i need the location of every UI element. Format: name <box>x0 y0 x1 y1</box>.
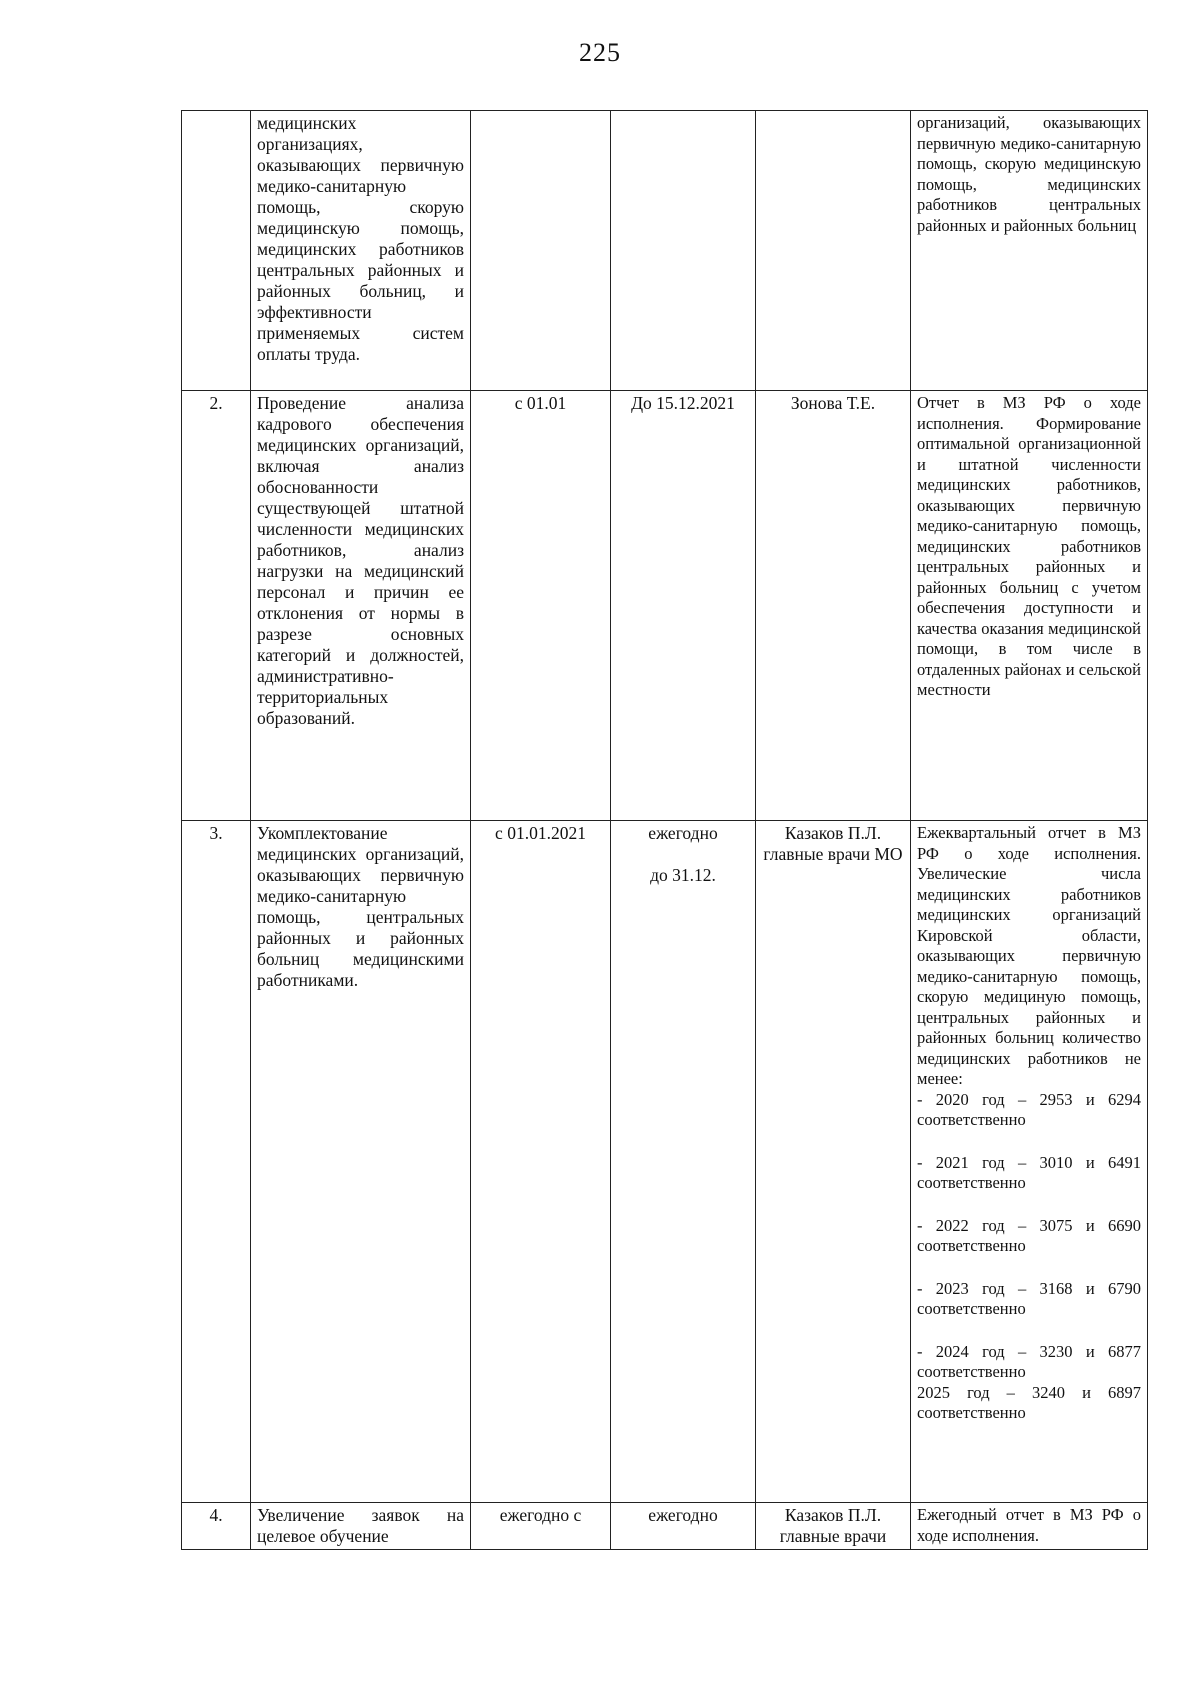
result-year-2023: - 2023 год – 3168 и 6790 соответственно <box>917 1278 1141 1318</box>
expected-result: организаций, оказывающих первичную медико-санитарную помощь, скорую медицинскую помощь, медицинских работников центральных районных и районных больниц <box>911 111 1148 391</box>
result-intro: Ежеквартальный отчет в МЗ РФ о ходе исполнения. Увелические числа медицинских работников медицинских организаций Кировской области, оказывающих первичную медико-санитарную помощь, скорую медициную помощь, центральных районных и районных больниц количество медицинских работников не менее: <box>917 823 1141 1088</box>
measure-description: медицинских организациях, оказывающих первичную медико-санитарную помощь, скорую медицинскую помощь, медицинских работников центральных районных и районных больниц, и эффективности применяемых систем оплаты труда. <box>251 111 471 391</box>
result-year-2024: - 2024 год – 3230 и 6877 соответственно <box>917 1341 1141 1381</box>
expected-result: Отчет в МЗ РФ о ходе исполнения. Формирование оптимальной организационной и штатной численности медицинских работников, оказывающих первичную медико-санитарную помощь, медицинских работников центральных районных и районных больниц с учетом обеспечения доступности и качества оказания медицинской помощи, в том числе в отдаленных районах и сельской местности <box>911 391 1148 821</box>
expected-result <box>911 821 1148 1503</box>
table-row <box>182 1503 1148 1550</box>
responsible-person <box>756 111 911 391</box>
responsible-person: Казаков П.Л. главные врачи МО <box>756 821 911 1503</box>
action-plan-table <box>181 110 1148 1550</box>
measure-description: Проведение анализа кадрового обеспечения медицинских организаций, включая анализ обоснованности существующей штатной численности медицинских работников, анализ нагрузки на медицинский персонал и причин ее отклонения от нормы в разрезе основных категорий и должностей, административно-территориальных образований. <box>251 391 471 821</box>
row-number: 3. <box>182 821 251 1503</box>
row-number: 2. <box>182 391 251 821</box>
start-date: с 01.01.2021 <box>471 821 611 1503</box>
deadline: До 15.12.2021 <box>611 391 756 821</box>
start-date: с 01.01 <box>471 391 611 821</box>
start-date: ежегодно с <box>471 1503 611 1550</box>
deadline <box>611 821 756 1503</box>
result-year-2020: - 2020 год – 2953 и 6294 соответственно <box>917 1089 1141 1129</box>
deadline <box>611 111 756 391</box>
result-year-2021: - 2021 год – 3010 и 6491 соответственно <box>917 1152 1141 1192</box>
result-year-2022: - 2022 год – 3075 и 6690 соответственно <box>917 1215 1141 1255</box>
measure-description: Увеличение заявок на целевое обучение <box>251 1503 471 1550</box>
measure-description: Укомплектование медицинских организаций, оказывающих первичную медико-санитарную помощь, центральных районных и районных больниц медицинскими работниками. <box>251 821 471 1503</box>
responsible-person: Зонова Т.Е. <box>756 391 911 821</box>
row-number <box>182 111 251 391</box>
deadline-date: до 31.12. <box>650 865 716 885</box>
expected-result: Ежегодный отчет в МЗ РФ о ходе исполнения. <box>911 1503 1148 1550</box>
result-year-2025: 2025 год – 3240 и 6897 соответственно <box>917 1382 1141 1422</box>
table-row <box>182 111 1148 391</box>
responsible-person: Казаков П.Л. главные врачи <box>756 1503 911 1550</box>
row-number: 4. <box>182 1503 251 1550</box>
deadline-frequency: ежегодно <box>648 823 718 843</box>
table-row <box>182 821 1148 1503</box>
table-row <box>182 391 1148 821</box>
start-date <box>471 111 611 391</box>
page-number: 225 <box>579 38 621 67</box>
deadline: ежегодно <box>611 1503 756 1550</box>
